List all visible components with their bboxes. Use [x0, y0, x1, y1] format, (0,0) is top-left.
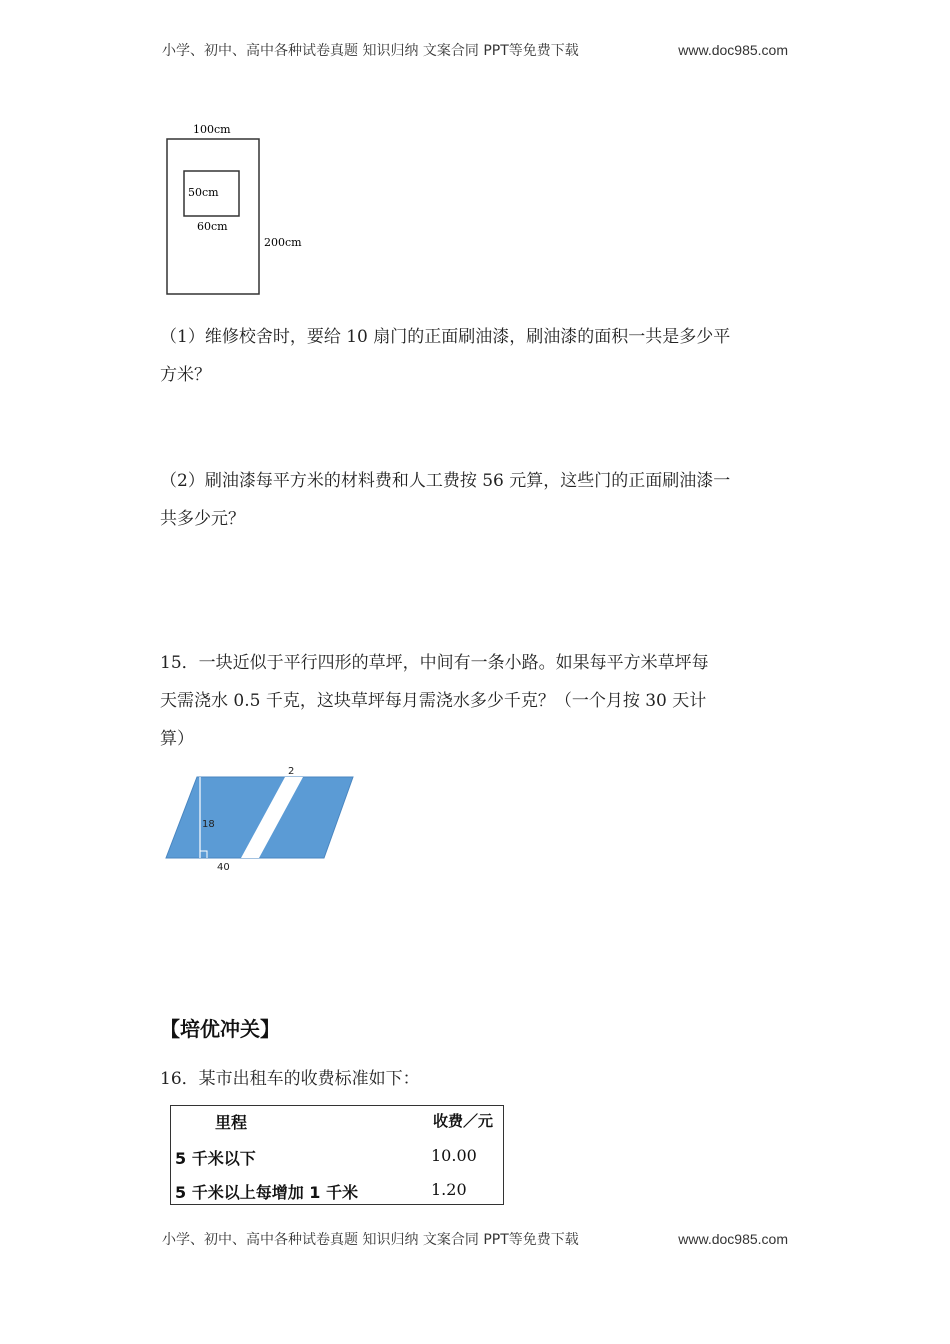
header-url: www.doc985.com	[678, 42, 788, 58]
header-text: 小学、初中、高中各种试卷真题 知识归纳 文案合同 PPT等免费下载	[162, 43, 579, 59]
question-14-1	[160, 318, 792, 394]
question-15	[160, 644, 792, 758]
question-16	[160, 1060, 792, 1098]
question-line: 15．一块近似于平行四形的草坪，中间有一条小路。如果每平方米草坪每	[160, 653, 709, 673]
question-14-2	[160, 462, 792, 538]
path-width-label: 2	[288, 766, 295, 777]
row-fare: 1.20	[431, 1180, 467, 1199]
row-distance: 5 千米以上每增加 1 千米	[175, 1183, 358, 1202]
section-title: 【培优冲关】	[160, 1017, 280, 1041]
page-header	[162, 38, 788, 62]
header-fare: 收费／元	[433, 1112, 494, 1130]
window-width-label: 60cm	[197, 220, 228, 233]
question-line: （2）刷油漆每平方米的材料费和人工费按 56 元算，这些门的正面刷油漆一	[160, 471, 731, 491]
row-fare: 10.00	[431, 1146, 477, 1165]
table-row	[171, 1180, 503, 1212]
page-footer	[162, 1227, 788, 1251]
question-line: 方米？	[160, 365, 211, 385]
base-label: 40	[217, 862, 230, 873]
footer-url: www.doc985.com	[678, 1231, 788, 1247]
door-height-label: 200cm	[264, 236, 302, 249]
window-height-label: 50cm	[188, 186, 219, 199]
door-figure	[160, 115, 320, 305]
fare-table	[170, 1105, 504, 1205]
table-header-row	[171, 1110, 503, 1142]
footer-text: 小学、初中、高中各种试卷真题 知识归纳 文案合同 PPT等免费下载	[162, 1232, 579, 1248]
row-distance: 5 千米以下	[175, 1149, 256, 1168]
height-label: 18	[202, 819, 215, 830]
table-row	[171, 1146, 503, 1178]
question-line: 共多少元？	[160, 509, 245, 529]
lawn-figure	[160, 760, 360, 875]
header-distance: 里程	[215, 1113, 248, 1132]
question-line: 16．某市出租车的收费标准如下：	[160, 1069, 420, 1089]
question-line: 算）	[160, 729, 194, 749]
door-width-label: 100cm	[193, 123, 231, 136]
question-line: 天需浇水 0.5 千克，这块草坪每月需浇水多少千克？（一个月按 30 天计	[160, 691, 707, 711]
question-line: （1）维修校舍时，要给 10 扇门的正面刷油漆，刷油漆的面积一共是多少平	[160, 327, 731, 347]
